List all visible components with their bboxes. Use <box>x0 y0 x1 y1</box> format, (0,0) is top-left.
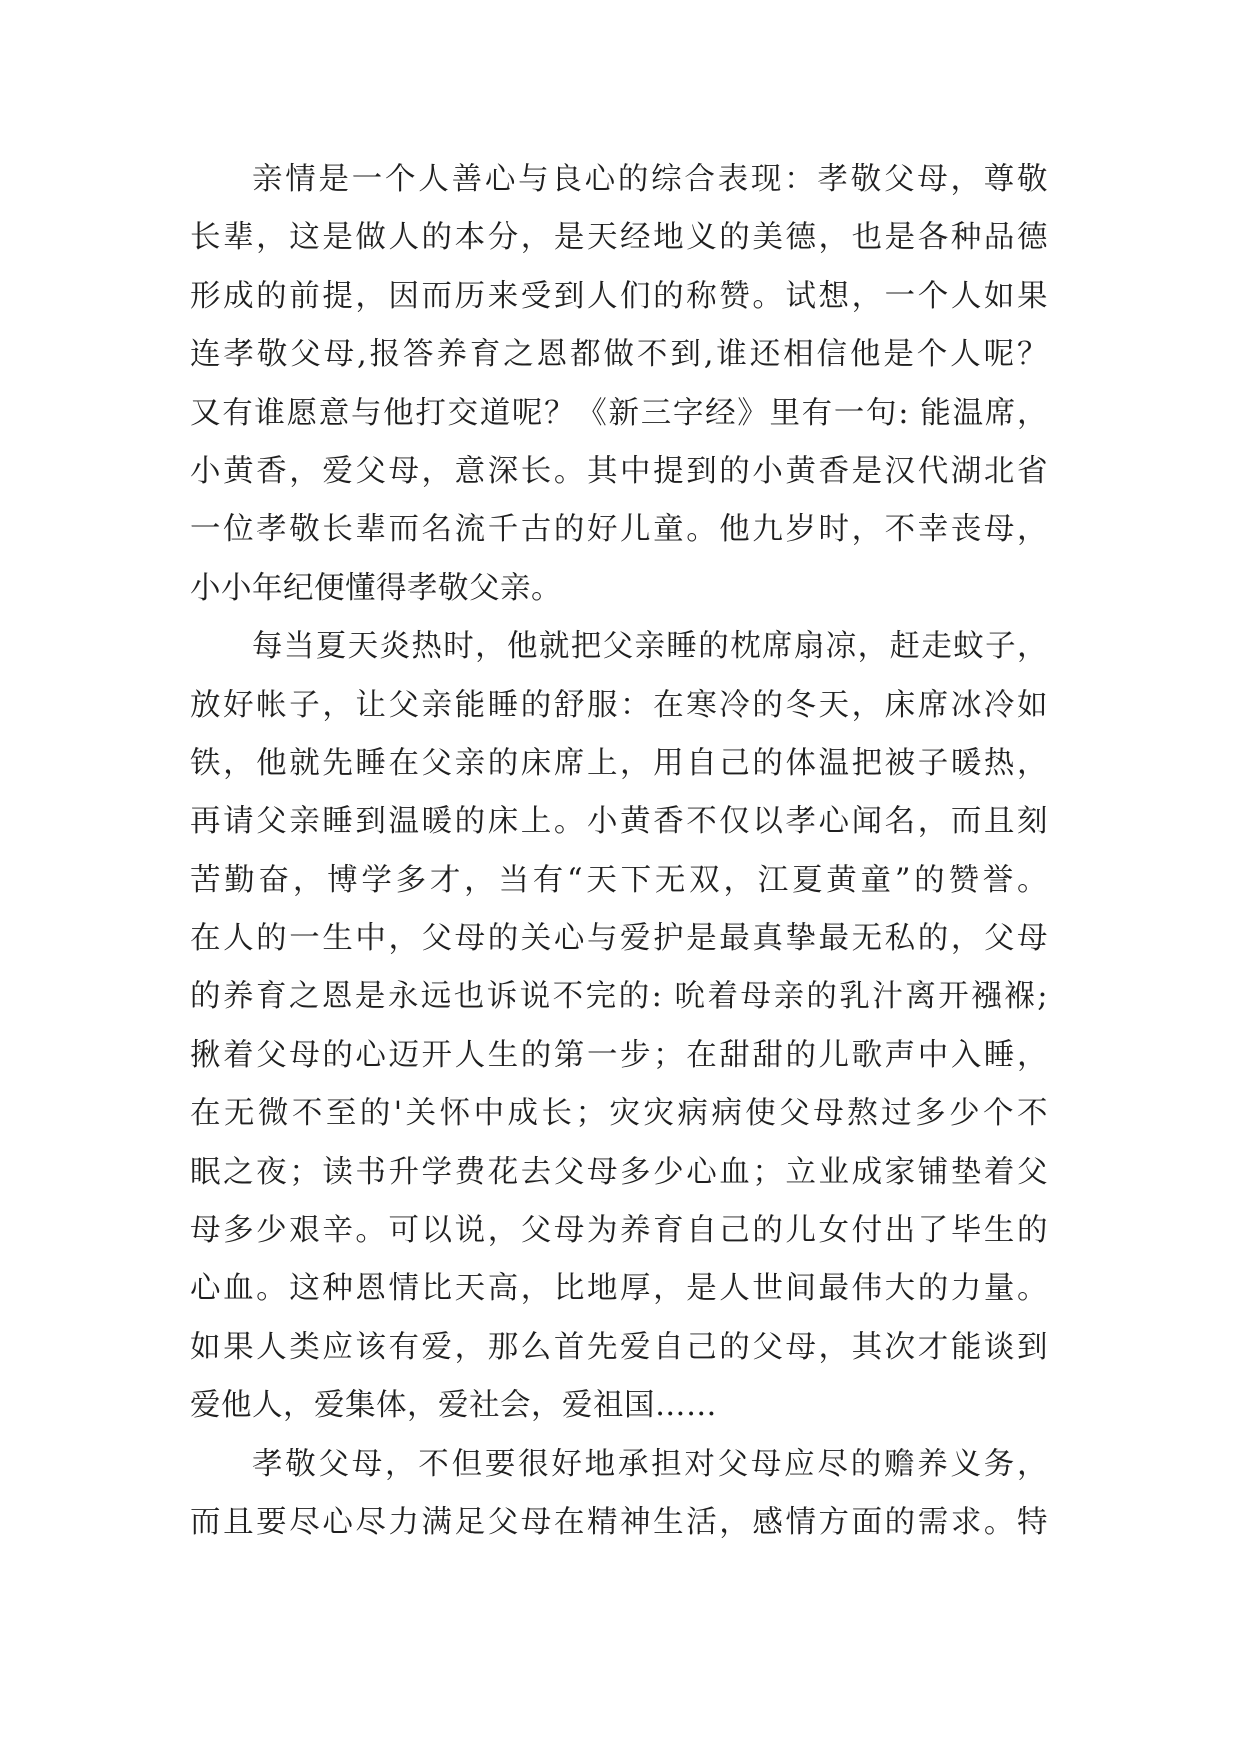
text-line: 连孝敬父母,报答养育之恩都做不到,谁还相信他是个人呢？ <box>190 337 1048 373</box>
document-body <box>190 151 1048 1552</box>
text-line: 在人的一生中，父母的关心与爱护是最真挚最无私的，父母 <box>190 921 1048 957</box>
text-line: 孝敬父母，不但要很好地承担对父母应尽的赡养义务， <box>252 1446 1048 1482</box>
text-line: 亲情是一个人善心与良心的综合表现：孝敬父母，尊敬 <box>252 162 1048 197</box>
text-line: 再请父亲睡到温暖的床上。小黄香不仅以孝心闻名，而且刻 <box>190 804 1048 840</box>
text-line: 小黄香，爱父母，意深长。其中提到的小黄香是汉代湖北省 <box>190 453 1048 489</box>
text-line: 每当夏天炎热时，他就把父亲睡的枕席扇凉，赶走蚊子， <box>252 629 1048 665</box>
text-line: 的养育之恩是永远也诉说不完的: 吮着母亲的乳汁离开襁褓; <box>190 979 1048 1015</box>
paragraph-1 <box>190 151 1048 618</box>
text-line: 在无微不至的'关怀中成长；灾灾病病使父母熬过多少个不 <box>190 1096 1048 1132</box>
text-line: 放好帐子，让父亲能睡的舒服：在寒冷的冬天，床席冰冷如 <box>190 687 1048 723</box>
text-line: 揪着父母的心迈开人生的第一步；在甜甜的儿歌声中入睡， <box>190 1037 1048 1073</box>
paragraph-2 <box>190 618 1048 1435</box>
text-line: 母多少艰辛。可以说，父母为养育自己的儿女付出了毕生的 <box>190 1213 1048 1249</box>
paragraph-3 <box>190 1436 1048 1553</box>
text-line: 一位孝敬长辈而名流千古的好儿童。他九岁时，不幸丧母， <box>190 512 1048 548</box>
text-line: 爱他人，爱集体，爱社会，爱祖国…… <box>190 1388 717 1424</box>
text-line: 小小年纪便懂得孝敬父亲。 <box>190 570 562 606</box>
text-line: 又有谁愿意与他打交道呢？《新三字经》里有一句: 能温席， <box>190 395 1048 431</box>
text-line: 如果人类应该有爱，那么首先爱自己的父母，其次才能谈到 <box>190 1329 1048 1365</box>
text-line: 而且要尽心尽力满足父母在精神生活，感情方面的需求。特 <box>190 1504 1048 1540</box>
text-line: 眠之夜；读书升学费花去父母多少心血；立业成家铺垫着父 <box>190 1154 1048 1190</box>
text-line: 苦勤奋，博学多才，当有“天下无双，江夏黄童”的赞誉。 <box>190 862 1048 898</box>
text-line: 铁，他就先睡在父亲的床席上，用自己的体温把被子暖热， <box>190 745 1048 781</box>
text-line: 心血。这种恩情比天高，比地厚，是人世间最伟大的力量。 <box>190 1271 1048 1307</box>
text-line: 形成的前提，因而历来受到人们的称赞。试想，一个人如果 <box>190 278 1048 314</box>
text-line: 长辈，这是做人的本分，是天经地义的美德，也是各种品德 <box>190 220 1048 256</box>
